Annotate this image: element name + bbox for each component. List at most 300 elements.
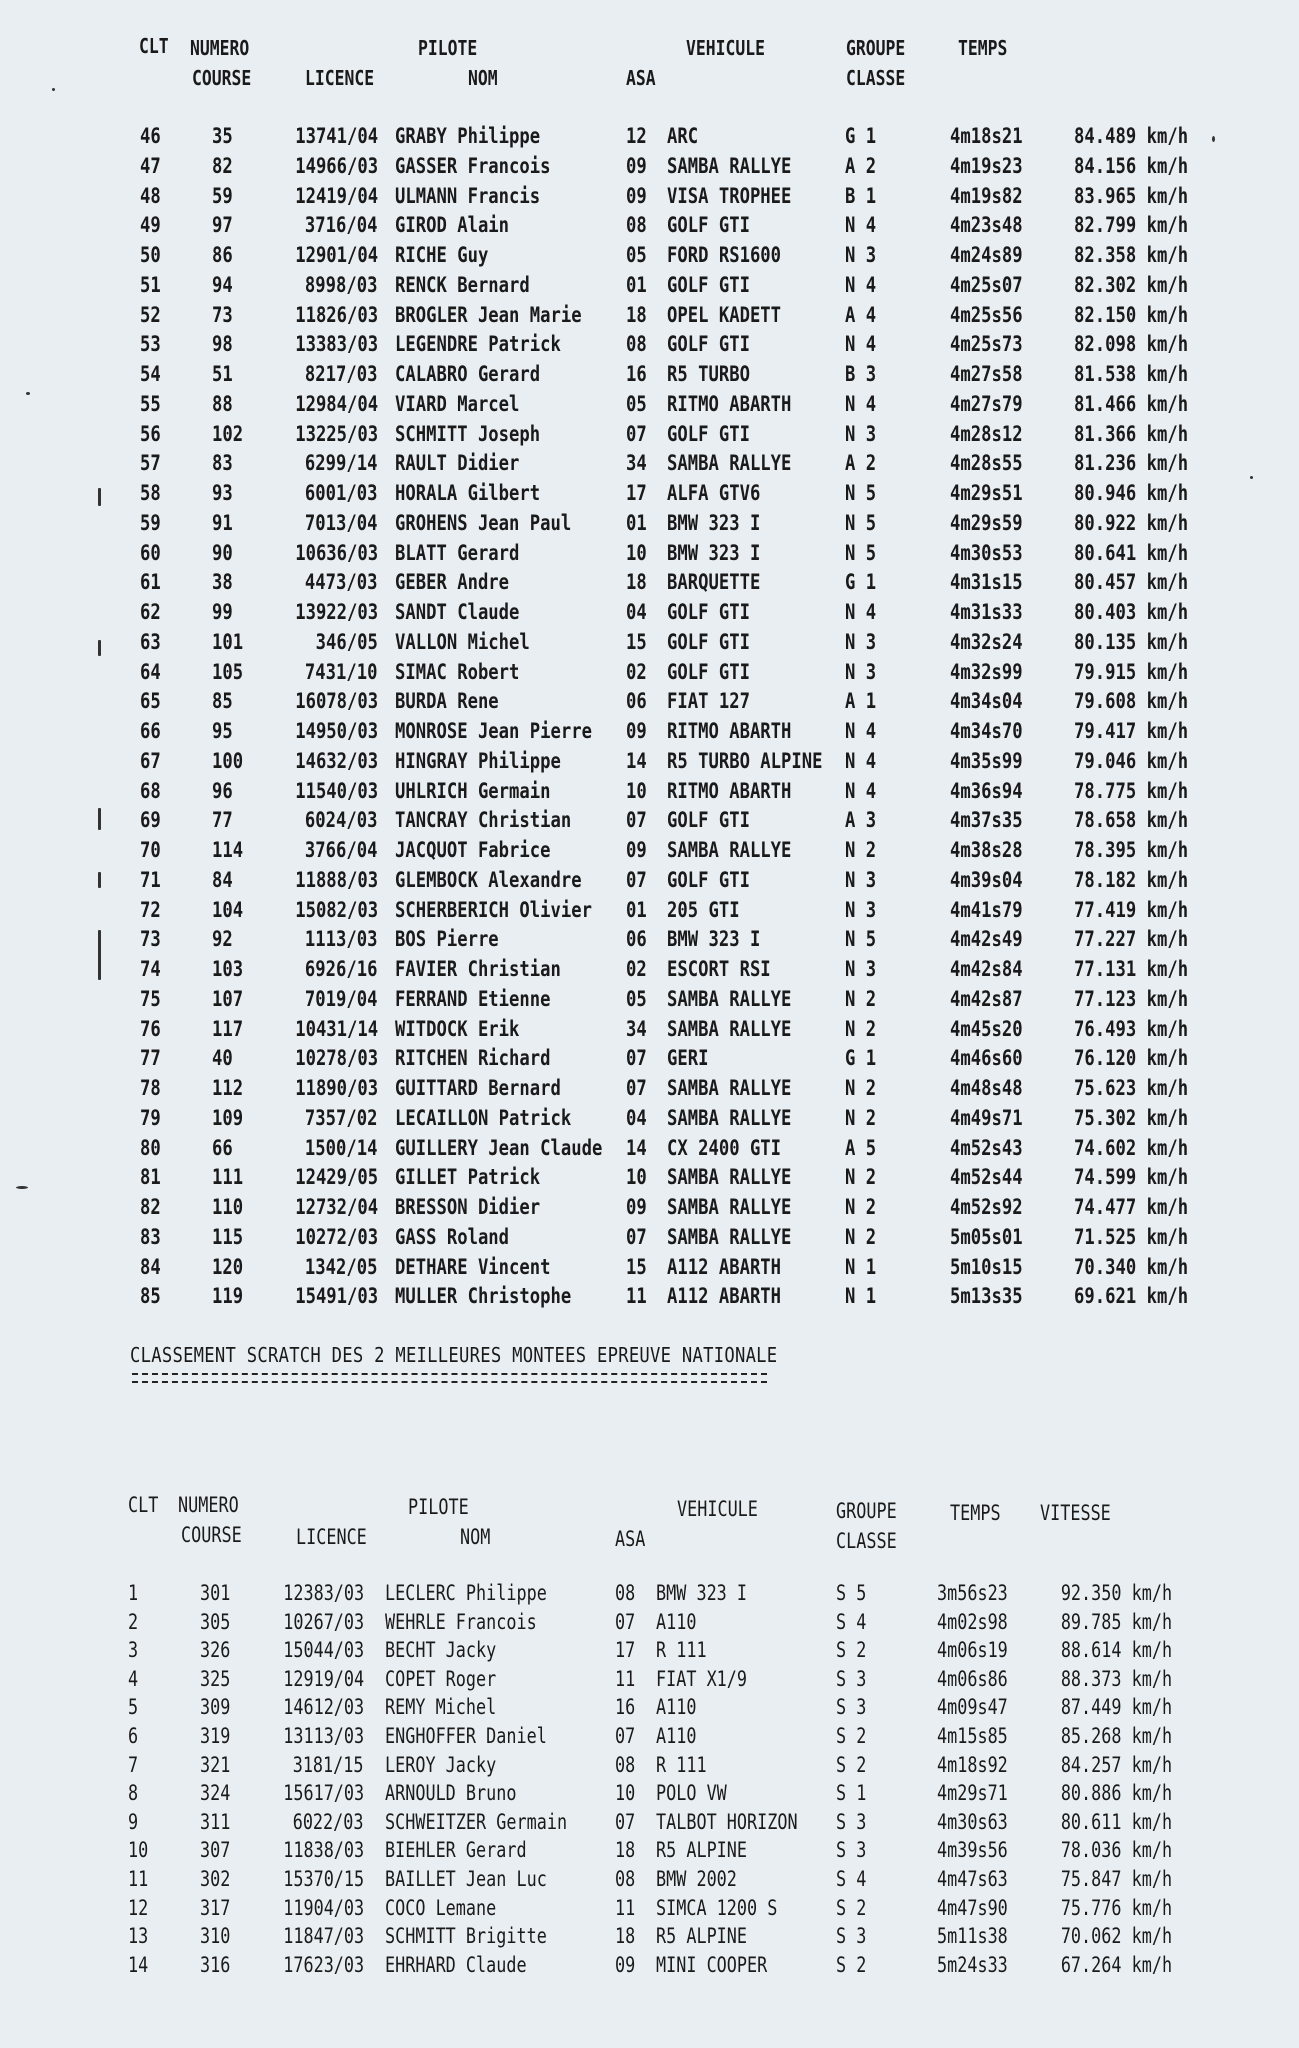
- cell-vehicule: 205 GTI: [667, 897, 740, 922]
- header-classe: CLASSE: [846, 66, 906, 90]
- cell-clt: 83: [140, 1224, 161, 1249]
- cell-groupe: S 1: [836, 1781, 867, 1806]
- cell-licence: 1342/05: [305, 1254, 378, 1279]
- scan-speck: [52, 88, 55, 91]
- table-row: [0, 1163, 1299, 1193]
- header-licence: LICENCE: [296, 1525, 367, 1549]
- header-nom: NOM: [468, 66, 498, 90]
- cell-clt: 75: [140, 986, 161, 1011]
- table-row: [0, 658, 1299, 688]
- cell-asa: 01: [626, 272, 647, 297]
- cell-temps: 4m38s28: [950, 838, 1023, 862]
- cell-temps: 5m11s38: [937, 1924, 1008, 1949]
- table-row: [0, 271, 1299, 301]
- table-row: [0, 1223, 1299, 1253]
- cell-pilote: SCHMITT Brigitte: [385, 1924, 547, 1949]
- cell-numero: 309: [200, 1695, 231, 1720]
- cell-vitesse: 92.350 km/h: [1060, 1581, 1172, 1605]
- cell-vehicule: GOLF GTI: [667, 867, 750, 892]
- cell-pilote: BLATT Gerard: [395, 540, 520, 565]
- cell-vitesse: 70.340 km/h: [1073, 1254, 1188, 1279]
- cell-groupe: N 2: [845, 1105, 877, 1130]
- cell-temps: 4m27s58: [950, 362, 1023, 386]
- cell-pilote: GUITTARD Bernard: [395, 1076, 561, 1100]
- cell-asa: 07: [615, 1809, 636, 1834]
- cell-pilote: COCO Lemane: [385, 1895, 497, 1920]
- table-row: [0, 866, 1299, 896]
- cell-asa: 10: [615, 1781, 636, 1806]
- cell-licence: 13383/03: [295, 332, 378, 357]
- cell-groupe: N 2: [845, 1224, 877, 1249]
- cell-vitesse: 77.419 km/h: [1073, 897, 1188, 922]
- cell-clt: 68: [140, 778, 161, 803]
- cell-pilote: GASSER Francois: [395, 153, 551, 178]
- cell-vitesse: 76.493 km/h: [1073, 1016, 1188, 1041]
- cell-vehicule: A112 ABARTH: [667, 1254, 782, 1279]
- cell-vehicule: BMW 323 I: [667, 540, 761, 565]
- cell-groupe: S 4: [836, 1609, 867, 1634]
- cell-groupe: N 4: [845, 213, 877, 238]
- header-clt: CLT: [139, 34, 169, 58]
- scan-speck: [1212, 136, 1215, 142]
- cell-clt: 49: [140, 213, 161, 238]
- cell-numero: 90: [212, 540, 233, 565]
- table-row: [0, 806, 1299, 836]
- cell-clt: 63: [140, 629, 161, 654]
- cell-asa: 12: [626, 124, 647, 148]
- cell-numero: 101: [212, 629, 244, 654]
- cell-temps: 4m25s07: [950, 272, 1023, 297]
- cell-asa: 05: [626, 243, 647, 267]
- cell-licence: 10278/03: [295, 1046, 378, 1071]
- table-row: [0, 747, 1299, 777]
- cell-vitesse: 87.449 km/h: [1060, 1695, 1172, 1720]
- header-course: COURSE: [192, 66, 252, 90]
- cell-asa: 18: [615, 1838, 636, 1863]
- cell-clt: 6: [128, 1724, 139, 1748]
- cell-groupe: N 4: [845, 748, 877, 773]
- cell-clt: 85: [140, 1284, 161, 1309]
- cell-vehicule: BMW 323 I: [667, 510, 761, 535]
- cell-licence: 14632/03: [295, 748, 378, 773]
- cell-vehicule: GERI: [667, 1046, 709, 1071]
- cell-asa: 07: [626, 1046, 647, 1071]
- cell-clt: 71: [140, 867, 161, 892]
- cell-asa: 05: [626, 391, 647, 416]
- cell-vehicule: CX 2400 GTI: [667, 1135, 782, 1160]
- cell-clt: 61: [140, 570, 161, 595]
- cell-numero: 311: [200, 1809, 231, 1834]
- cell-vehicule: SAMBA RALLYE: [667, 1224, 792, 1249]
- cell-asa: 10: [626, 540, 647, 565]
- cell-asa: 11: [615, 1666, 636, 1691]
- header-pilote: PILOTE: [418, 36, 478, 60]
- cell-numero: 92: [212, 927, 233, 952]
- cell-temps: 4m52s43: [950, 1135, 1023, 1160]
- cell-temps: 4m19s23: [950, 153, 1023, 178]
- cell-numero: 325: [200, 1666, 231, 1691]
- cell-vitesse: 80.611 km/h: [1060, 1809, 1172, 1834]
- cell-temps: 3m56s23: [937, 1581, 1008, 1605]
- cell-licence: 11826/03: [295, 302, 378, 327]
- cell-temps: 4m29s51: [950, 481, 1023, 505]
- header-vehicule: VEHICULE: [677, 1497, 758, 1521]
- cell-pilote: VALLON Michel: [395, 629, 530, 654]
- cell-temps: 4m47s90: [937, 1895, 1008, 1920]
- cell-temps: 4m45s20: [950, 1016, 1023, 1041]
- cell-vehicule: SAMBA RALLYE: [667, 451, 792, 476]
- cell-vehicule: RITMO ABARTH: [667, 391, 792, 416]
- cell-asa: 08: [626, 332, 647, 357]
- cell-temps: 4m23s48: [950, 213, 1023, 238]
- cell-asa: 02: [626, 659, 647, 684]
- cell-numero: 114: [212, 838, 244, 862]
- cell-vehicule: A112 ABARTH: [667, 1284, 782, 1309]
- cell-vitesse: 84.489 km/h: [1073, 124, 1188, 148]
- cell-pilote: BOS Pierre: [395, 927, 499, 952]
- cell-groupe: G 1: [845, 1046, 877, 1071]
- cell-clt: 11: [128, 1867, 149, 1891]
- cell-numero: 40: [212, 1046, 233, 1071]
- cell-licence: 7431/10: [305, 659, 378, 684]
- cell-clt: 46: [140, 124, 161, 148]
- cell-licence: 16078/03: [295, 689, 378, 714]
- table-row: [0, 1580, 1299, 1609]
- cell-licence: 14612/03: [283, 1695, 364, 1720]
- cell-vehicule: OPEL KADETT: [667, 302, 782, 327]
- cell-groupe: A 4: [845, 302, 877, 327]
- cell-asa: 09: [626, 719, 647, 743]
- cell-groupe: N 3: [845, 897, 877, 922]
- cell-pilote: MULLER Christophe: [395, 1284, 572, 1309]
- header-groupe: GROUPE: [836, 1499, 897, 1523]
- table-row: [0, 1895, 1299, 1924]
- cell-temps: 4m24s89: [950, 243, 1023, 267]
- cell-licence: 346/05: [315, 629, 378, 654]
- cell-temps: 4m18s21: [950, 124, 1023, 148]
- cell-pilote: JACQUOT Fabrice: [395, 838, 551, 862]
- cell-clt: 1: [128, 1581, 139, 1605]
- cell-groupe: A 3: [845, 808, 877, 833]
- cell-clt: 52: [140, 302, 161, 327]
- cell-vitesse: 77.123 km/h: [1073, 986, 1188, 1011]
- cell-vehicule: RITMO ABARTH: [667, 778, 792, 803]
- table-row: [0, 1044, 1299, 1074]
- cell-asa: 17: [615, 1638, 636, 1663]
- cell-groupe: S 2: [836, 1724, 867, 1748]
- cell-asa: 08: [615, 1867, 636, 1891]
- cell-numero: 105: [212, 659, 244, 684]
- cell-licence: 17623/03: [283, 1952, 364, 1977]
- table-row: [0, 1074, 1299, 1104]
- cell-asa: 01: [626, 510, 647, 535]
- cell-groupe: N 3: [845, 421, 877, 446]
- cell-temps: 4m02s98: [937, 1609, 1008, 1634]
- cell-numero: 96: [212, 778, 233, 803]
- cell-groupe: S 3: [836, 1924, 867, 1949]
- cell-temps: 4m49s71: [950, 1105, 1023, 1130]
- cell-numero: 91: [212, 510, 233, 535]
- cell-temps: 4m30s53: [950, 540, 1023, 565]
- cell-numero: 317: [200, 1895, 231, 1920]
- cell-vitesse: 75.847 km/h: [1060, 1867, 1172, 1891]
- cell-asa: 04: [626, 1105, 647, 1130]
- cell-vitesse: 80.403 km/h: [1073, 600, 1188, 624]
- cell-groupe: S 3: [836, 1666, 867, 1691]
- cell-pilote: FAVIER Christian: [395, 957, 561, 981]
- cell-asa: 09: [626, 183, 647, 208]
- cell-asa: 07: [626, 1224, 647, 1249]
- cell-vitesse: 69.621 km/h: [1073, 1284, 1188, 1309]
- cell-groupe: N 1: [845, 1254, 877, 1279]
- cell-pilote: COPET Roger: [385, 1666, 497, 1691]
- cell-asa: 07: [626, 808, 647, 833]
- cell-groupe: N 4: [845, 600, 877, 624]
- cell-clt: 65: [140, 689, 161, 714]
- cell-licence: 13741/04: [295, 124, 378, 148]
- table-row: [0, 420, 1299, 450]
- cell-groupe: N 5: [845, 927, 877, 952]
- cell-vitesse: 82.358 km/h: [1073, 243, 1188, 267]
- cell-clt: 79: [140, 1105, 161, 1130]
- cell-numero: 316: [200, 1952, 231, 1977]
- cell-pilote: WITDOCK Erik: [395, 1016, 520, 1041]
- cell-vitesse: 81.366 km/h: [1073, 421, 1188, 446]
- table-row: [0, 122, 1299, 152]
- cell-groupe: N 2: [845, 1195, 877, 1219]
- cell-clt: 10: [128, 1838, 149, 1863]
- cell-vitesse: 79.046 km/h: [1073, 748, 1188, 773]
- cell-licence: 1500/14: [305, 1135, 378, 1160]
- cell-pilote: FERRAND Etienne: [395, 986, 551, 1011]
- cell-clt: 50: [140, 243, 161, 267]
- cell-temps: 4m19s82: [950, 183, 1023, 208]
- cell-temps: 4m37s35: [950, 808, 1023, 833]
- cell-pilote: ARNOULD Bruno: [385, 1781, 517, 1806]
- cell-asa: 05: [626, 986, 647, 1011]
- cell-temps: 4m25s56: [950, 302, 1023, 327]
- cell-clt: 7: [128, 1752, 139, 1777]
- cell-licence: 15491/03: [295, 1284, 378, 1309]
- cell-licence: 3181/15: [293, 1752, 364, 1777]
- cell-temps: 4m52s92: [950, 1195, 1023, 1219]
- header-pilote: PILOTE: [408, 1495, 469, 1519]
- cell-vehicule: SAMBA RALLYE: [667, 1076, 792, 1100]
- cell-vehicule: SAMBA RALLYE: [667, 153, 792, 178]
- cell-pilote: SCHWEITZER Germain: [385, 1809, 568, 1834]
- title-double-rule: [132, 1373, 767, 1383]
- table-row: [0, 1752, 1299, 1781]
- header-vitesse: VITESSE: [1040, 1501, 1111, 1525]
- table-row: [0, 628, 1299, 658]
- cell-temps: 4m34s04: [950, 689, 1023, 714]
- cell-licence: 12984/04: [295, 391, 378, 416]
- cell-asa: 09: [626, 153, 647, 178]
- cell-temps: 4m52s44: [950, 1165, 1023, 1190]
- cell-temps: 4m15s85: [937, 1724, 1008, 1748]
- cell-temps: 4m09s47: [937, 1695, 1008, 1720]
- cell-temps: 4m32s24: [950, 629, 1023, 654]
- cell-clt: 9: [128, 1809, 139, 1834]
- cell-pilote: CALABRO Gerard: [395, 362, 541, 386]
- cell-clt: 3: [128, 1638, 139, 1663]
- cell-vehicule: R 111: [656, 1752, 707, 1777]
- cell-clt: 66: [140, 719, 161, 743]
- cell-temps: 4m36s94: [950, 778, 1023, 803]
- scan-speck: [26, 392, 30, 395]
- table-row: [0, 479, 1299, 509]
- table-row: [0, 1809, 1299, 1838]
- cell-groupe: S 2: [836, 1638, 867, 1663]
- cell-temps: 4m41s79: [950, 897, 1023, 922]
- cell-vehicule: GOLF GTI: [667, 629, 750, 654]
- cell-pilote: GASS Roland: [395, 1224, 510, 1249]
- cell-licence: 11890/03: [295, 1076, 378, 1100]
- cell-temps: 5m10s15: [950, 1254, 1023, 1279]
- cell-vitesse: 82.302 km/h: [1073, 272, 1188, 297]
- cell-vitesse: 77.131 km/h: [1073, 957, 1188, 981]
- cell-groupe: N 4: [845, 778, 877, 803]
- cell-numero: 38: [212, 570, 233, 595]
- cell-vitesse: 78.658 km/h: [1073, 808, 1188, 833]
- cell-temps: 4m31s15: [950, 570, 1023, 595]
- cell-asa: 14: [626, 748, 647, 773]
- cell-temps: 4m46s60: [950, 1046, 1023, 1071]
- cell-vehicule: GOLF GTI: [667, 272, 750, 297]
- table-row: [0, 1609, 1299, 1638]
- cell-groupe: N 5: [845, 540, 877, 565]
- cell-asa: 10: [626, 778, 647, 803]
- scan-speck: [98, 872, 101, 888]
- cell-licence: 11838/03: [283, 1838, 364, 1863]
- cell-licence: 12732/04: [295, 1195, 378, 1219]
- cell-numero: 326: [200, 1638, 231, 1663]
- cell-temps: 4m28s55: [950, 451, 1023, 476]
- table-row: [0, 390, 1299, 420]
- cell-vitesse: 88.614 km/h: [1060, 1638, 1172, 1663]
- cell-vitesse: 67.264 km/h: [1060, 1952, 1172, 1977]
- cell-asa: 15: [626, 1254, 647, 1279]
- cell-vehicule: ESCORT RSI: [667, 957, 771, 981]
- cell-clt: 56: [140, 421, 161, 446]
- cell-asa: 06: [626, 927, 647, 952]
- cell-clt: 62: [140, 600, 161, 624]
- cell-vitesse: 78.036 km/h: [1060, 1838, 1172, 1863]
- cell-pilote: MONROSE Jean Pierre: [395, 719, 592, 743]
- cell-groupe: S 2: [836, 1895, 867, 1920]
- cell-asa: 34: [626, 1016, 647, 1041]
- cell-vehicule: ALFA GTV6: [667, 481, 761, 505]
- cell-licence: 7357/02: [305, 1105, 378, 1130]
- cell-vehicule: GOLF GTI: [667, 600, 750, 624]
- cell-clt: 48: [140, 183, 161, 208]
- cell-vitesse: 81.466 km/h: [1073, 391, 1188, 416]
- cell-temps: 4m42s87: [950, 986, 1023, 1011]
- section-title-block: [130, 1343, 883, 1367]
- cell-groupe: N 3: [845, 867, 877, 892]
- cell-numero: 119: [212, 1284, 244, 1309]
- cell-clt: 14: [128, 1952, 149, 1977]
- cell-vehicule: BMW 323 I: [656, 1581, 748, 1605]
- cell-numero: 307: [200, 1838, 231, 1863]
- cell-vitesse: 71.525 km/h: [1073, 1224, 1188, 1249]
- cell-pilote: VIARD Marcel: [395, 391, 520, 416]
- cell-temps: 5m13s35: [950, 1284, 1023, 1309]
- cell-asa: 09: [626, 1195, 647, 1219]
- cell-groupe: S 4: [836, 1867, 867, 1891]
- cell-asa: 18: [615, 1924, 636, 1949]
- table-row: [0, 1694, 1299, 1723]
- cell-licence: 13922/03: [295, 600, 378, 624]
- cell-numero: 99: [212, 600, 233, 624]
- table-row: [0, 598, 1299, 628]
- cell-groupe: A 2: [845, 153, 877, 178]
- cell-licence: 6022/03: [293, 1809, 364, 1834]
- cell-clt: 47: [140, 153, 161, 178]
- cell-vitesse: 79.608 km/h: [1073, 689, 1188, 714]
- cell-groupe: A 5: [845, 1135, 877, 1160]
- cell-vehicule: TALBOT HORIZON: [656, 1809, 798, 1834]
- cell-numero: 88: [212, 391, 233, 416]
- table-row: [0, 330, 1299, 360]
- table-row: [0, 1015, 1299, 1045]
- cell-pilote: GEBER Andre: [395, 570, 510, 595]
- cell-vitesse: 74.602 km/h: [1073, 1135, 1188, 1160]
- header-numero: NUMERO: [178, 1493, 239, 1517]
- cell-pilote: GROHENS Jean Paul: [395, 510, 572, 535]
- table-row: [0, 1780, 1299, 1809]
- cell-licence: 12419/04: [295, 183, 378, 208]
- cell-groupe: N 2: [845, 1165, 877, 1190]
- cell-pilote: GRABY Philippe: [395, 124, 541, 148]
- table-row: [0, 301, 1299, 331]
- cell-licence: 15044/03: [283, 1638, 364, 1663]
- cell-pilote: BECHT Jacky: [385, 1638, 497, 1663]
- cell-groupe: S 5: [836, 1581, 867, 1605]
- cell-pilote: BIEHLER Gerard: [385, 1838, 527, 1863]
- cell-clt: 53: [140, 332, 161, 357]
- cell-vitesse: 82.098 km/h: [1073, 332, 1188, 357]
- cell-numero: 324: [200, 1781, 231, 1806]
- cell-pilote: TANCRAY Christian: [395, 808, 572, 833]
- cell-vitesse: 84.156 km/h: [1073, 153, 1188, 178]
- cell-licence: 11540/03: [295, 778, 378, 803]
- cell-licence: 1113/03: [305, 927, 378, 952]
- cell-vehicule: BMW 323 I: [667, 927, 761, 952]
- cell-pilote: HINGRAY Philippe: [395, 748, 561, 773]
- table-row: [0, 1923, 1299, 1952]
- cell-clt: 76: [140, 1016, 161, 1041]
- header-numero: NUMERO: [190, 36, 250, 60]
- cell-pilote: GIROD Alain: [395, 213, 510, 238]
- cell-asa: 14: [626, 1135, 647, 1160]
- cell-temps: 4m48s48: [950, 1076, 1023, 1100]
- cell-clt: 2: [128, 1609, 139, 1634]
- cell-vitesse: 78.395 km/h: [1073, 838, 1188, 862]
- cell-numero: 98: [212, 332, 233, 357]
- cell-asa: 07: [615, 1609, 636, 1634]
- cell-pilote: UHLRICH Germain: [395, 778, 551, 803]
- cell-asa: 07: [626, 867, 647, 892]
- cell-vehicule: SAMBA RALLYE: [667, 1195, 792, 1219]
- table-row: [0, 985, 1299, 1015]
- cell-pilote: LEGENDRE Patrick: [395, 332, 561, 357]
- cell-licence: 3766/04: [305, 838, 378, 862]
- cell-numero: 111: [212, 1165, 244, 1190]
- cell-groupe: N 4: [845, 719, 877, 743]
- cell-clt: 72: [140, 897, 161, 922]
- table-row: [0, 925, 1299, 955]
